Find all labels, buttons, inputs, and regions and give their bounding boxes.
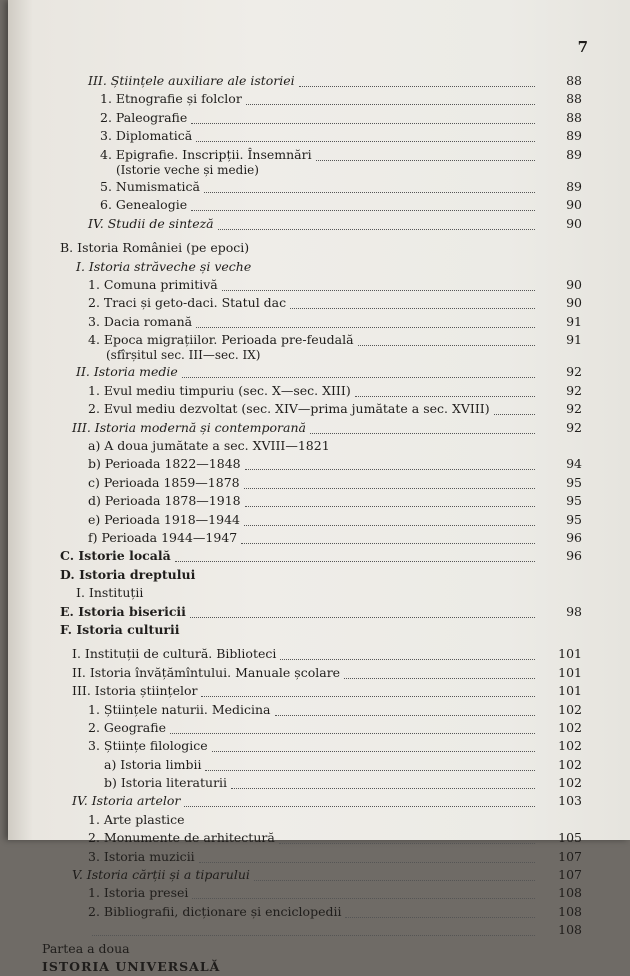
toc-entry-page: 101 — [558, 664, 582, 680]
toc-entry-page: 92 — [566, 382, 582, 398]
toc-entry-label: IV. Studii de sinteză — [88, 215, 214, 231]
toc-entry-label: III. Istoria științelor — [72, 683, 198, 699]
toc-entry-page: 108 — [558, 885, 582, 901]
toc-entry-label: Partea a doua — [42, 940, 130, 956]
dot-leader — [245, 455, 535, 470]
dot-leader — [184, 792, 535, 807]
toc-entry — [8, 645, 630, 663]
toc-entry-label: B. Istoria României (pe epoci) — [60, 240, 250, 256]
toc-entry-label: 1. Evul mediu timpuriu (sec. X—sec. XIII) — [88, 382, 351, 398]
toc-entry-page: 98 — [566, 603, 582, 619]
dot-leader — [204, 178, 535, 193]
toc-entry — [8, 511, 630, 529]
dot-leader — [190, 603, 535, 618]
dot-leader — [241, 529, 535, 544]
toc-entry-label: 3. Istoria muzicii — [88, 848, 195, 864]
toc-entry — [8, 829, 630, 847]
dot-leader — [222, 276, 535, 291]
dot-leader — [196, 127, 535, 142]
toc-entry — [8, 756, 630, 774]
toc-entry-label: 2. Evul mediu dezvoltat (sec. XIV—prima jumătate a sec. XVIII) — [88, 401, 490, 417]
toc-entry-label: I. Instituții de cultură. Biblioteci — [72, 646, 277, 662]
dot-leader — [175, 547, 535, 562]
toc-entry-page: 90 — [566, 197, 582, 213]
toc-entry-label: 2. Traci și geto-daci. Statul dac — [88, 295, 287, 311]
toc-entry — [8, 958, 630, 976]
dot-leader — [494, 400, 535, 415]
toc-entry-page: 95 — [566, 493, 582, 509]
dot-leader — [344, 664, 535, 679]
toc-entry-label: 3. Științe filologice — [88, 738, 208, 754]
toc-entry-page: 88 — [566, 109, 582, 125]
toc-entry-label: 5. Numismatică — [100, 178, 200, 194]
toc-entry-page: 95 — [566, 474, 582, 490]
table-of-contents — [8, 72, 630, 976]
dot-leader — [290, 294, 535, 309]
toc-entry-page: 90 — [566, 295, 582, 311]
toc-entry — [8, 621, 630, 639]
dot-leader — [280, 645, 535, 660]
toc-entry-label: ISTORIA UNIVERSALĂ — [42, 958, 221, 974]
toc-entry-label: 4. Epoca migrațiilor. Perioada pre-feudală — [88, 332, 354, 348]
toc-entry-label: c) Perioada 1859—1878 — [88, 474, 240, 490]
toc-entry-label: F. Istoria culturii — [60, 621, 180, 637]
toc-entry-page: 105 — [558, 830, 582, 846]
toc-entry — [8, 682, 630, 700]
dot-leader — [218, 215, 535, 230]
toc-entry-page: 102 — [558, 756, 582, 772]
toc-entry-page: 92 — [566, 419, 582, 435]
toc-entry — [8, 239, 630, 257]
dot-leader — [345, 903, 535, 918]
toc-entry-page: 102 — [558, 701, 582, 717]
toc-entry-page: 96 — [566, 529, 582, 545]
dot-leader — [355, 382, 535, 397]
toc-entry — [8, 196, 630, 214]
toc-entry — [8, 701, 630, 719]
toc-entry — [8, 215, 630, 233]
toc-entry-label: 3. Diplomatică — [100, 128, 193, 144]
dot-leader — [299, 72, 535, 87]
dot-leader — [316, 146, 535, 161]
toc-entry — [8, 811, 630, 829]
toc-entry — [8, 492, 630, 510]
dot-leader — [191, 109, 535, 124]
toc-entry-label: (Istorie veche și medie) — [116, 162, 259, 177]
toc-entry-page: 95 — [566, 511, 582, 527]
book-page — [8, 0, 630, 974]
toc-entry — [8, 792, 630, 810]
toc-entry — [8, 437, 630, 455]
toc-entry-page: 91 — [566, 332, 582, 348]
toc-entry — [8, 400, 630, 418]
toc-entry — [8, 940, 630, 958]
dot-leader — [182, 363, 535, 378]
toc-entry-label: (sfîrșitul sec. III—sec. IX) — [106, 348, 261, 363]
toc-entry-page: 107 — [558, 867, 582, 883]
toc-entry-label: b) Perioada 1822—1848 — [88, 456, 241, 472]
dot-leader — [205, 756, 535, 771]
toc-entry — [8, 603, 630, 621]
toc-entry-label: II. Istoria învățămîntului. Manuale școlare — [72, 664, 341, 680]
toc-entry — [8, 547, 630, 565]
toc-entry-page: 89 — [566, 128, 582, 144]
toc-entry-label: 4. Epigrafie. Inscripții. Însemnări — [100, 146, 312, 162]
dot-leader — [275, 701, 535, 716]
toc-entry-page: 92 — [566, 364, 582, 380]
toc-entry — [8, 884, 630, 902]
toc-entry-label: e) Perioada 1918—1944 — [88, 511, 240, 527]
toc-entry-page: 94 — [566, 456, 582, 472]
dot-leader — [245, 492, 535, 507]
toc-entry — [8, 774, 630, 792]
dot-leader — [310, 419, 535, 434]
dot-leader — [244, 511, 535, 526]
dot-leader — [231, 774, 535, 789]
toc-entry-page: 101 — [558, 646, 582, 662]
toc-entry-page: 107 — [558, 848, 582, 864]
toc-entry-label: d) Perioada 1878—1918 — [88, 493, 241, 509]
dot-leader — [199, 848, 535, 863]
toc-entry-label: C. Istorie locală — [60, 548, 171, 564]
toc-entry-page: 96 — [566, 548, 582, 564]
toc-entry — [8, 848, 630, 866]
toc-entry-label: I. Istoria străveche și veche — [76, 258, 252, 274]
toc-entry-label: 2. Geografie — [88, 719, 166, 735]
toc-entry-label: 2. Monumente de arhitectură — [88, 830, 275, 846]
toc-entry-label: 1. Etnografie și folclor — [100, 91, 242, 107]
toc-entry-label: I. Instituții — [76, 585, 144, 601]
toc-entry-label: 1. Istoria presei — [88, 885, 189, 901]
toc-entry-page: 102 — [558, 719, 582, 735]
toc-entry-label: 2. Paleografie — [100, 109, 188, 125]
toc-entry — [8, 331, 630, 349]
toc-entry — [8, 664, 630, 682]
toc-entry — [8, 90, 630, 108]
toc-entry — [8, 127, 630, 145]
toc-entry-label: b) Istoria literaturii — [104, 775, 228, 791]
toc-entry — [8, 737, 630, 755]
dot-leader — [192, 884, 535, 899]
toc-entry-label: II. Istoria medie — [76, 364, 178, 380]
dot-leader — [191, 196, 535, 211]
toc-entry-page: 102 — [558, 738, 582, 754]
toc-entry-page: 92 — [566, 401, 582, 417]
toc-entry-label: III. Istoria modernă și contemporană — [72, 419, 306, 435]
toc-entry-page: 101 — [558, 683, 582, 699]
toc-entry — [8, 903, 630, 921]
toc-entry-label: 6. Genealogie — [100, 197, 188, 213]
toc-entry-page: 103 — [558, 793, 582, 809]
toc-entry-label: E. Istoria bisericii — [60, 603, 186, 619]
toc-entry — [8, 349, 630, 363]
toc-entry-page: 88 — [566, 91, 582, 107]
toc-entry — [8, 178, 630, 196]
toc-entry-page: 108 — [558, 903, 582, 919]
toc-entry-label: III. Științele auxiliare ale istoriei — [88, 73, 295, 88]
dot-leader — [279, 829, 535, 844]
toc-entry-label: 1. Științele naturii. Medicina — [88, 701, 271, 717]
toc-entry — [8, 276, 630, 294]
toc-entry — [8, 382, 630, 400]
toc-entry-page: 90 — [566, 215, 582, 231]
page-number: 7 — [577, 38, 588, 56]
dot-leader — [170, 719, 535, 734]
toc-entry — [8, 146, 630, 164]
toc-entry-label: V. Istoria cărții și a tiparului — [72, 867, 250, 883]
toc-entry-page: 102 — [558, 775, 582, 791]
toc-entry-page: 108 — [558, 922, 582, 938]
toc-entry — [8, 455, 630, 473]
toc-entry-label: 3. Dacia romană — [88, 313, 193, 329]
toc-entry — [8, 566, 630, 584]
toc-entry-label: IV. Istoria artelor — [72, 793, 181, 809]
toc-entry-page: 90 — [566, 276, 582, 292]
toc-entry-label: a) A doua jumătate a sec. XVIII—1821 — [88, 438, 330, 454]
toc-entry — [8, 258, 630, 276]
toc-entry-page: 89 — [566, 178, 582, 194]
dot-leader — [196, 313, 535, 328]
toc-entry — [8, 474, 630, 492]
toc-entry-page: 88 — [566, 73, 582, 88]
dot-leader — [201, 682, 535, 697]
dot-leader — [212, 737, 535, 752]
toc-entry — [8, 294, 630, 312]
toc-entry-label: 1. Comuna primitivă — [88, 276, 218, 292]
dot-leader — [244, 474, 535, 489]
toc-entry — [8, 109, 630, 127]
dot-leader — [358, 331, 535, 346]
toc-entry-label: D. Istoria dreptului — [60, 566, 196, 582]
toc-entry — [8, 313, 630, 331]
toc-entry — [8, 164, 630, 178]
toc-entry-page: 89 — [566, 146, 582, 162]
toc-entry — [8, 363, 630, 381]
toc-entry-label: a) Istoria limbii — [104, 756, 202, 772]
dot-leader — [246, 90, 535, 105]
toc-entry — [8, 866, 630, 884]
dot-leader — [254, 866, 535, 881]
toc-entry — [8, 921, 630, 939]
toc-entry-page: 91 — [566, 313, 582, 329]
toc-entry — [8, 529, 630, 547]
toc-entry — [8, 419, 630, 437]
toc-entry-label: 2. Bibliografii, dicționare și enciclopedii — [88, 903, 342, 919]
toc-entry — [8, 719, 630, 737]
toc-entry-label: f) Perioada 1944—1947 — [88, 529, 238, 545]
toc-entry — [8, 72, 630, 90]
toc-entry — [8, 584, 630, 602]
toc-entry-label: 1. Arte plastice — [88, 811, 185, 827]
dot-leader — [92, 921, 535, 936]
